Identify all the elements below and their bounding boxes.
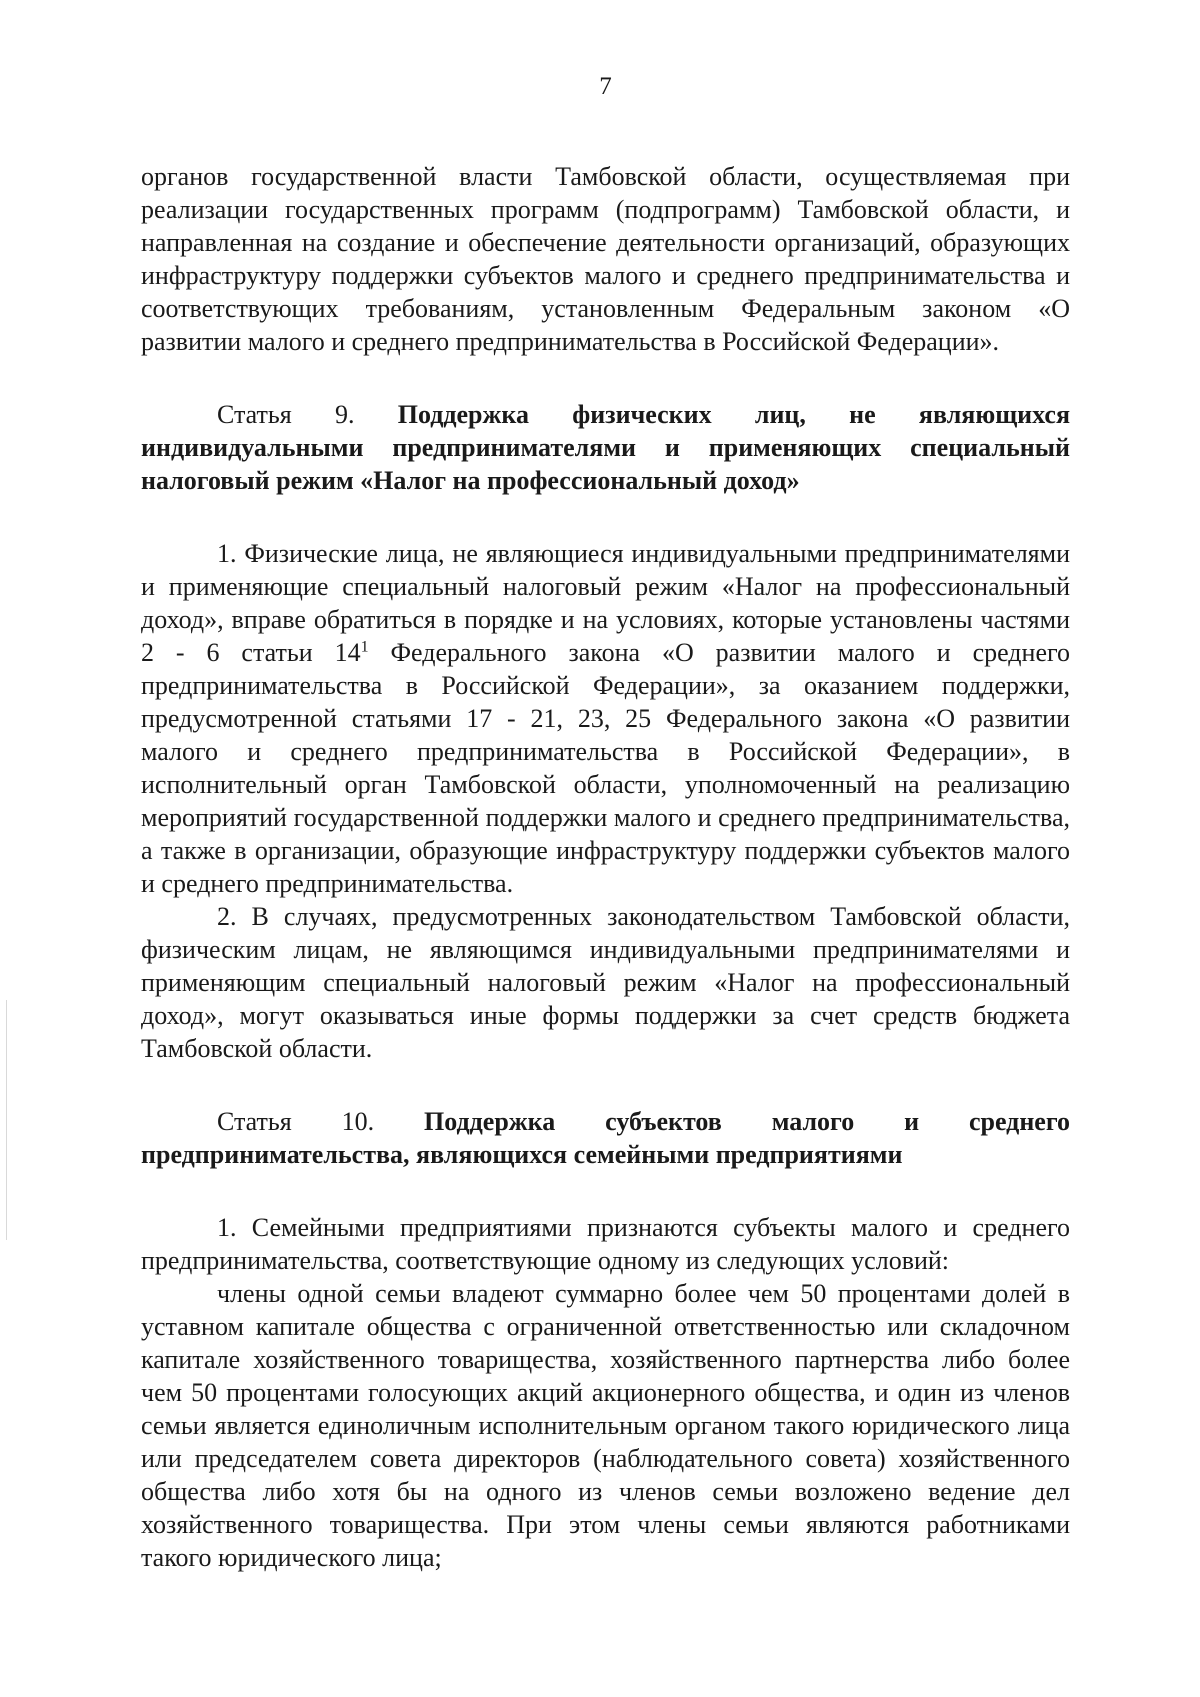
spacer [141, 1065, 1070, 1105]
article-9-number: Статья 9. [217, 400, 355, 429]
article-9-title: Поддержка физических лиц, не являющихся индивидуальными предпринимателями и применяющих специальный налоговый режим «Налог на профессиональный доход» [141, 400, 1071, 495]
article-10-paragraph-2: члены одной семьи владеют суммарно более чем 50 процентами долей в уставном капитале общества с ограниченной ответственностью или складочном капитале хозяйственного товарищества, хозяйственного партнерства либо более чем 50 процентами голосующих акций акционерного общества, и один из членов семьи является единоличным исполнительным органом такого юридического лица или председателем совета директоров (наблюдательного совета) хозяйственного общества либо хотя бы на одного из членов семьи возложено ведение дел хозяйственного товарищества. При этом члены семьи являются работниками такого юридического лица; [141, 1279, 1070, 1572]
article-9-heading [141, 398, 1070, 497]
article-9-paragraph-1-part-b: Федерального закона «О развитии малого и среднего предпринимательства в Российской Федерации», за оказанием поддержки, предусмотренной статьями 17 - 21, 23, 25 Федерального закона «О развитии малого и среднего предпринимательства в Российской Федерации», в исполнительный орган Тамбовской области, уполномоченный на реализацию мероприятий государственной поддержки малого и среднего предпринимательства, а также в организации, образующие инфраструктуру поддержки субъектов малого и среднего предпринимательства. [141, 638, 1070, 898]
scan-artifact-line [6, 1000, 7, 1240]
article-10-number: Статья 10. [217, 1107, 375, 1136]
superscript-1: 1 [360, 638, 369, 656]
article-9-paragraph-2: 2. В случаях, предусмотренных законодательством Тамбовской области, физическим лицам, не являющимся индивидуальными предпринимателями и применяющим специальный налоговый режим «Налог на профессиональный доход», могут оказываться иные формы поддержки за счет средств бюджета Тамбовской области. [141, 902, 1070, 1063]
spacer [141, 497, 1070, 537]
page-number: 7 [599, 73, 612, 100]
article-10-heading [141, 1105, 1070, 1171]
article-10-paragraph-1: 1. Семейными предприятиями признаются субъекты малого и среднего предпринимательства, соответствующие одному из следующих условий: [141, 1213, 1070, 1275]
paragraph-intro-continuation: органов государственной власти Тамбовской области, осуществляемая при реализации государственных программ (подпрограмм) Тамбовской области, и направленная на создание и обеспечение деятельности организаций, образующих инфраструктуру поддержки субъектов малого и среднего предпринимательства и соответствующих требованиям, установленным Федеральным законом «О развитии малого и среднего предпринимательства в Российской Федерации». [141, 162, 1070, 356]
article-10-title: Поддержка субъектов малого и среднего предпринимательства, являющихся семейными предприятиями [141, 1107, 1071, 1169]
spacer [141, 358, 1070, 398]
article-9-paragraph-1 [141, 537, 1070, 900]
article-9-paragraph-1-part-a: 1. Физические лица, не являющиеся индивидуальными предпринимателями и применяющие специальный налоговый режим «Налог на профессиональный доход», вправе обратиться в порядке и на условиях, которые установлены частями 2 - 6 статьи 14 [141, 539, 1070, 667]
spacer [141, 1171, 1070, 1211]
